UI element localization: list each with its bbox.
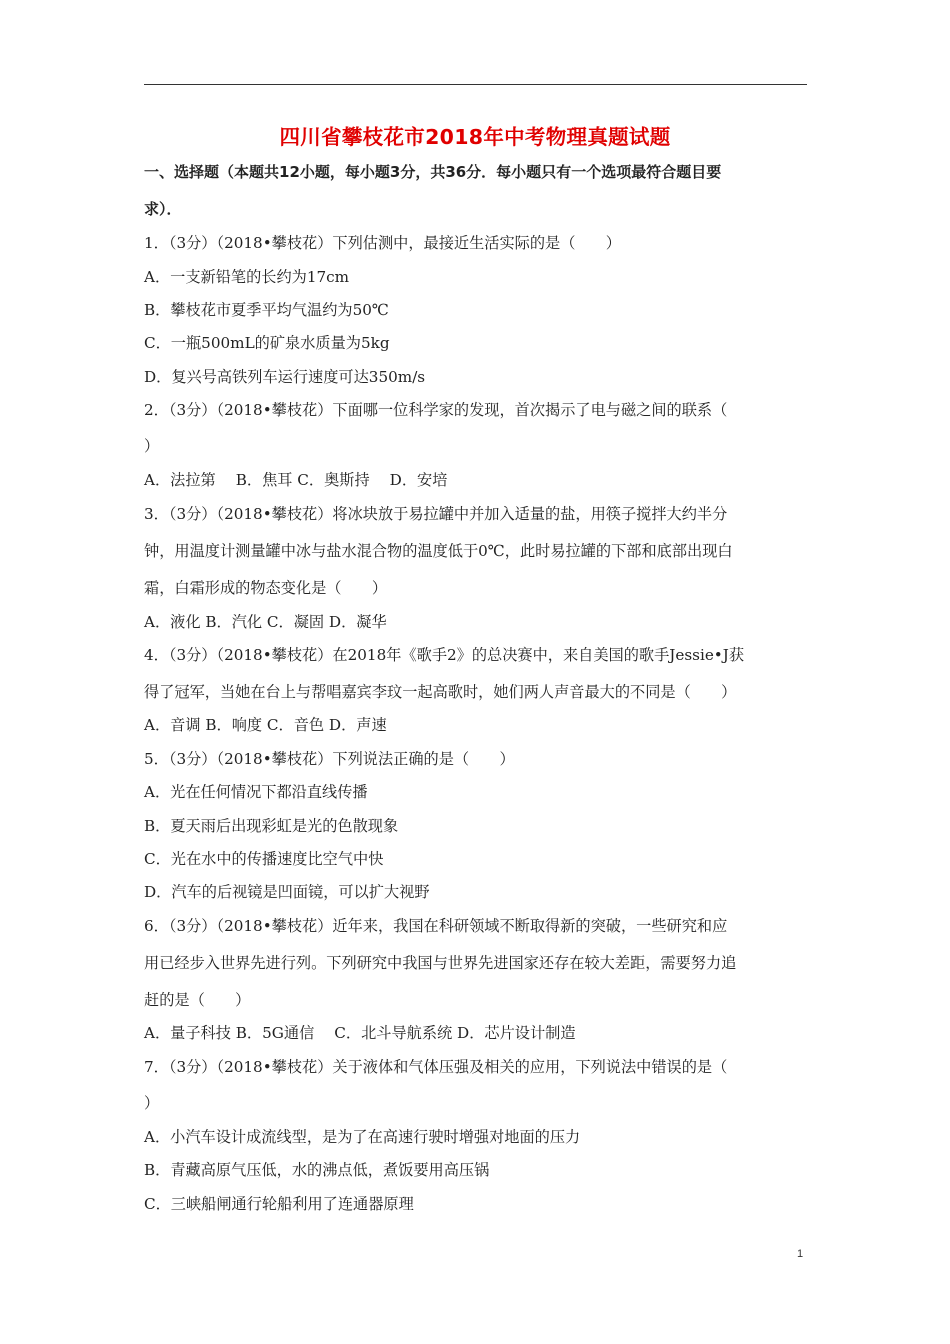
question-4-stem-1: 4．（3分）（2018•攀枝花）在2018年《歌手2》的总决赛中，来自美国的歌手Jessie•J获 (144, 646, 745, 664)
question-3-stem-1: 3．（3分）（2018•攀枝花）将冰块放于易拉罐中并加入适量的盐，用筷子搅拌大约半分 (144, 505, 728, 523)
question-6-stem-3: 赶的是（ ） (144, 991, 251, 1009)
question-7-stem-cont: ） (144, 1094, 160, 1112)
section-heading-line-1: 一、选择题（本题共12小题，每小题3分，共36分．每小题只有一个选项最符合题目要 (144, 163, 722, 181)
question-3-stem-2: 钟，用温度计测量罐中冰与盐水混合物的温度低于0℃，此时易拉罐的下部和底部出现白 (144, 542, 733, 560)
page-number: 1 (797, 1248, 804, 1260)
document-title: 四川省攀枝花市2018年中考物理真题试题 (279, 125, 671, 149)
question-7-option-c: C．三峡船闸通行轮船利用了连通器原理 (144, 1195, 414, 1213)
question-1-option-a: A．一支新铅笔的长约为17cm (144, 268, 350, 286)
question-6-options: A．量子科技 B．5G通信 C．北斗导航系统 D．芯片设计制造 (144, 1024, 576, 1042)
question-5-option-b: B．夏天雨后出现彩虹是光的色散现象 (144, 817, 399, 835)
question-7-option-b: B．青藏高原气压低，水的沸点低，煮饭要用高压锅 (144, 1161, 490, 1179)
question-3-options: A．液化 B．汽化 C．凝固 D．凝华 (144, 613, 387, 631)
question-7-option-a: A．小汽车设计成流线型，是为了在高速行驶时增强对地面的压力 (144, 1128, 581, 1146)
question-2-stem: 2．（3分）（2018•攀枝花）下面哪一位科学家的发现，首次揭示了电与磁之间的联系（ (144, 401, 728, 419)
question-3-stem-3: 霜，白霜形成的物态变化是（ ） (144, 579, 387, 597)
header-rule (144, 84, 807, 85)
question-1-stem: 1．（3分）（2018•攀枝花）下列估测中，最接近生活实际的是（ ） (144, 234, 621, 252)
question-4-stem-2: 得了冠军，当她在台上与帮唱嘉宾李玟一起高歌时，她们两人声音最大的不同是（ ） (144, 683, 737, 701)
question-5-stem: 5．（3分）（2018•攀枝花）下列说法正确的是（ ） (144, 750, 515, 768)
question-1-option-b: B．攀枝花市夏季平均气温约为50℃ (144, 301, 389, 319)
question-4-options: A．音调 B．响度 C．音色 D．声速 (144, 716, 387, 734)
question-2-options: A．法拉第 B．焦耳 C．奥斯持 D．安培 (144, 471, 448, 489)
question-1-option-c: C．一瓶500mL的矿泉水质量为5kg (144, 334, 390, 352)
question-7-stem: 7．（3分）（2018•攀枝花）关于液体和气体压强及相关的应用，下列说法中错误的是（ (144, 1058, 728, 1076)
section-heading-line-2: 求）． (144, 200, 182, 218)
question-6-stem-1: 6．（3分）（2018•攀枝花）近年来，我国在科研领域不断取得新的突破，一些研究和应 (144, 917, 728, 935)
question-5-option-c: C．光在水中的传播速度比空气中快 (144, 850, 384, 868)
question-5-option-a: A．光在任何情况下都沿直线传播 (144, 783, 368, 801)
question-6-stem-2: 用已经步入世界先进行列。下列研究中我国与世界先进国家还存在较大差距，需要努力追 (144, 954, 737, 972)
question-5-option-d: D．汽车的后视镜是凹面镜，可以扩大视野 (144, 883, 430, 901)
question-1-option-d: D．复兴号高铁列车运行速度可达350m/s (144, 368, 426, 386)
question-2-stem-cont: ） (144, 437, 160, 455)
